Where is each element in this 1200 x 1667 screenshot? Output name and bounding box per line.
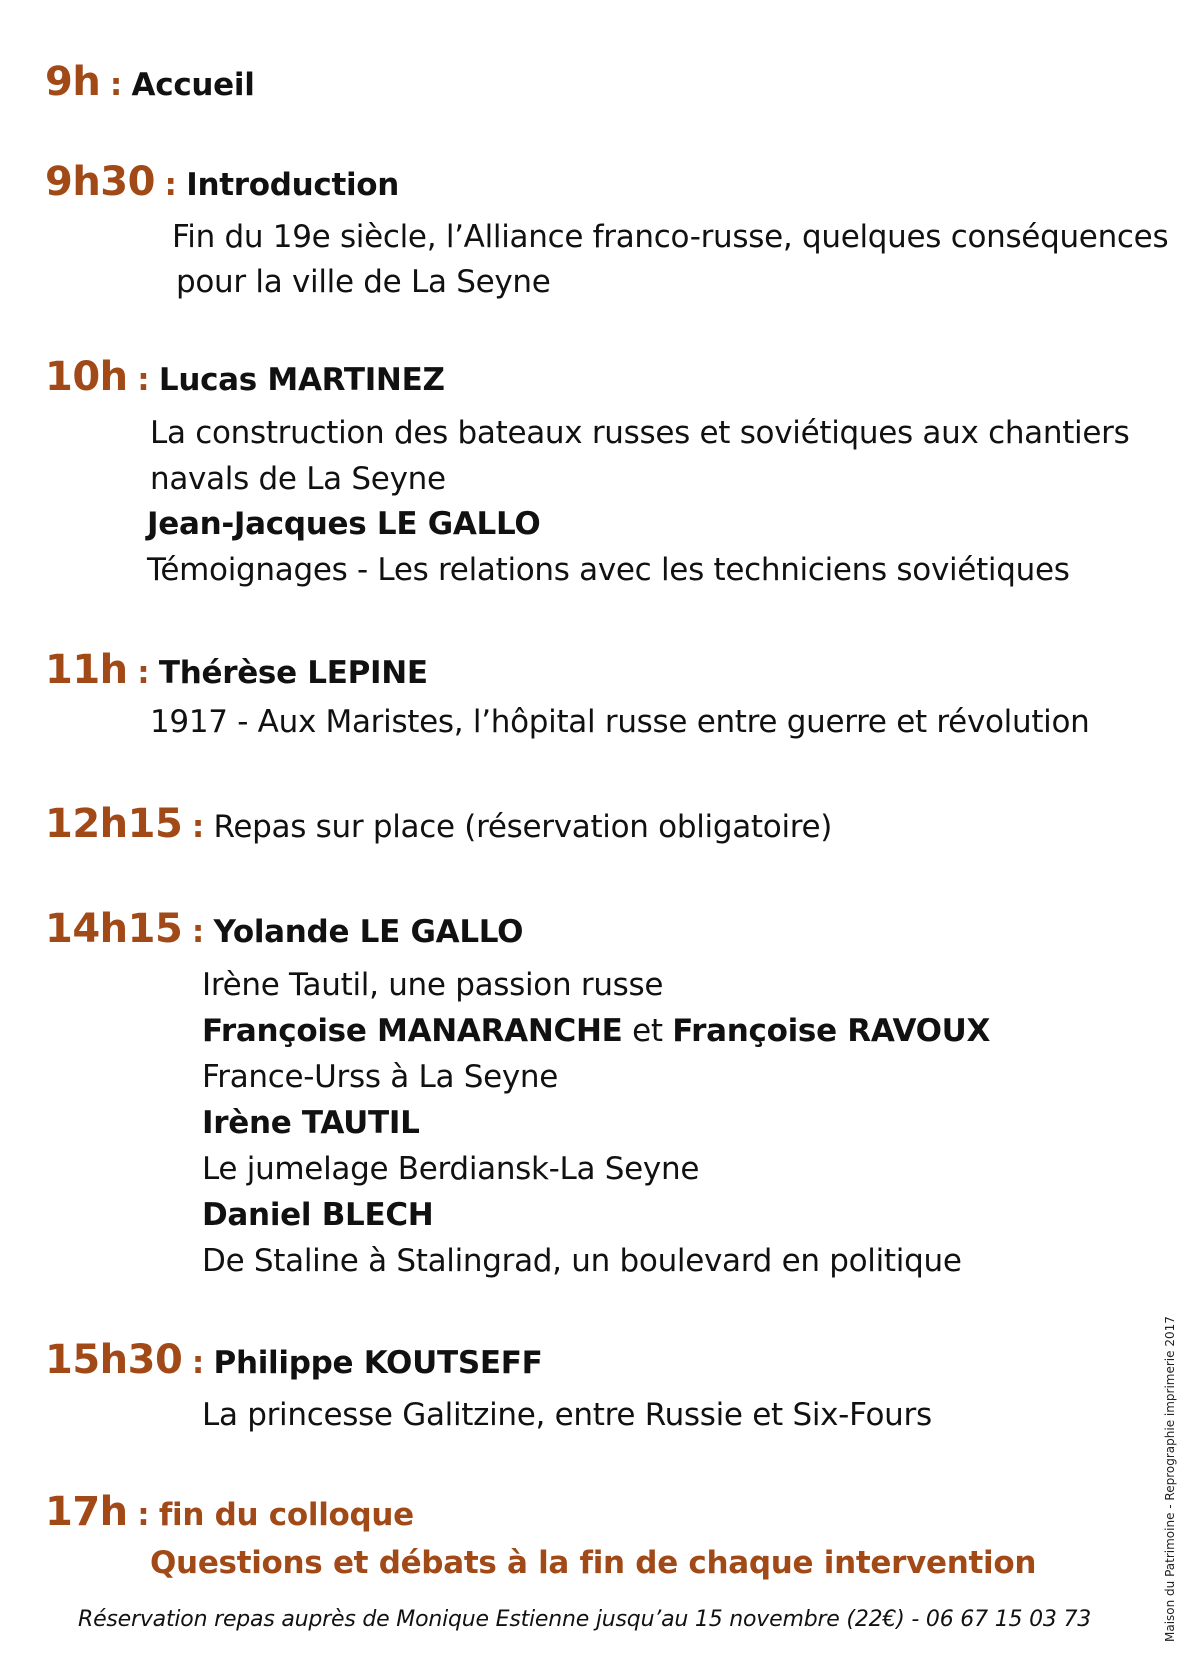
time-separator: :: [191, 914, 204, 950]
speaker-name: Françoise RAVOUX: [672, 1013, 991, 1049]
session-time: 14h15: [45, 906, 183, 952]
session-12h15: [45, 801, 833, 847]
session-time: 10h: [45, 354, 128, 400]
session-14h15: [45, 906, 524, 952]
talk-description: La construction des bateaux russes et soviétiques aux chantiers: [150, 415, 1130, 451]
session-title: fin du colloque: [158, 1497, 414, 1533]
speaker-name: Françoise MANARANCHE: [202, 1013, 623, 1049]
print-credit: Maison du Patrimoine - Reprographie imprimerie 2017: [1163, 1316, 1177, 1642]
session-time: 9h: [45, 59, 101, 105]
session-10h: [45, 354, 445, 400]
speaker-name: Philippe KOUTSEFF: [213, 1345, 543, 1381]
talk-description: Témoignages - Les relations avec les techniciens soviétiques: [147, 552, 1070, 588]
talk-description: Irène Tautil, une passion russe: [202, 967, 664, 1003]
conjunction: et: [632, 1013, 663, 1049]
session-title: Introduction: [186, 167, 400, 203]
time-separator: :: [164, 167, 177, 203]
speaker-name: Lucas MARTINEZ: [158, 362, 445, 398]
time-separator: :: [109, 67, 122, 103]
session-15h30: [45, 1337, 543, 1383]
talk-description: La princesse Galitzine, entre Russie et Six-Fours: [202, 1397, 932, 1433]
session-time: 11h: [45, 647, 128, 693]
time-separator: :: [137, 655, 150, 691]
talk-description: navals de La Seyne: [150, 461, 446, 497]
time-separator: :: [137, 1497, 150, 1533]
session-time: 12h15: [45, 801, 183, 847]
talk-description: Le jumelage Berdiansk-La Seyne: [202, 1151, 700, 1187]
closing-note: Questions et débats à la fin de chaque intervention: [150, 1545, 1037, 1581]
session-time: 15h30: [45, 1337, 183, 1383]
session-9h: [45, 59, 255, 105]
speaker-name: Irène TAUTIL: [202, 1105, 420, 1141]
talk-description: De Staline à Stalingrad, un boulevard en politique: [202, 1243, 962, 1279]
reservation-footer: Réservation repas auprès de Monique Estienne jusqu’au 15 novembre (22€) - 06 67 15 03 73: [78, 1607, 1092, 1632]
speaker-name: Jean-Jacques LE GALLO: [147, 506, 541, 542]
speaker-name: Daniel BLECH: [202, 1197, 434, 1233]
session-title: Repas sur place (réservation obligatoire): [213, 809, 833, 845]
speaker-pair: [202, 1013, 991, 1049]
speaker-name: Thérèse LEPINE: [158, 655, 428, 691]
talk-description: France-Urss à La Seyne: [202, 1059, 559, 1095]
session-11h: [45, 647, 428, 693]
session-17h: [45, 1489, 414, 1535]
session-time: 9h30: [45, 159, 155, 205]
speaker-name: Yolande LE GALLO: [213, 914, 524, 950]
talk-description: pour la ville de La Seyne: [176, 264, 551, 300]
time-separator: :: [137, 362, 150, 398]
session-9h30: [45, 159, 400, 205]
talk-description: 1917 - Aux Maristes, l’hôpital russe entre guerre et révolution: [150, 704, 1090, 740]
talk-description: Fin du 19e siècle, l’Alliance franco-russe, quelques conséquences: [172, 219, 1169, 255]
session-title: Accueil: [131, 67, 255, 103]
session-time: 17h: [45, 1489, 128, 1535]
time-separator: :: [191, 1345, 204, 1381]
time-separator: :: [191, 809, 204, 845]
